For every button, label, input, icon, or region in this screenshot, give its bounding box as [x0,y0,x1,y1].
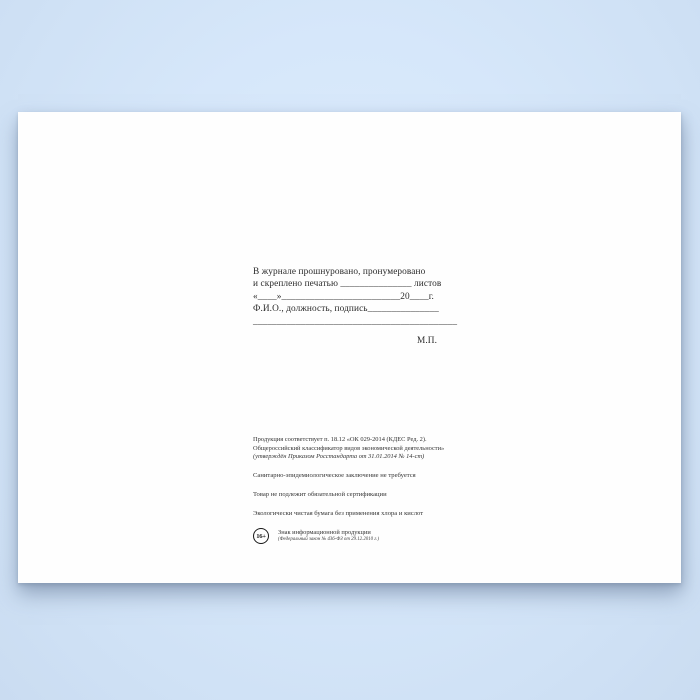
product-conformity-line-1: Продукция соответствует п. 18.12 «ОК 029-2014 (КДЕС Ред. 2). [253,436,427,443]
seal-placeholder: М.П. [416,336,437,347]
product-conformity-line-2: Общероссийский классификатор видов экономической деятельности» [253,444,445,452]
eco-paper-statement: Экологически чистая бумага без применения хлора и кислот [253,510,424,518]
certification-statement: Товар не подлежит обязательной сертификации [253,491,387,499]
info-sign-law: (Федеральный закон № 436-ФЗ от 29.12.2010 г.) [278,536,380,542]
stitch-line-5: ___________________________________________ [253,316,458,327]
stitch-line-2: и скреплено печатью _______________ листов [253,279,442,290]
info-sign-text [278,528,379,543]
age-16plus-icon: 16+ [253,528,269,544]
info-sign-title: Знак информационной продукции [278,529,371,537]
journal-back-page [18,112,681,583]
product-conformity-paragraph [253,436,483,462]
compliance-block [253,436,483,544]
stitch-line-3: «____»_________________________20____г. [253,291,434,302]
stitch-line-1: В журнале прошнуровано, пронумеровано [253,267,426,277]
stitching-certification-block [253,266,458,347]
sanitary-statement: Санитарно-эпидемиологическое заключение не требуется [253,472,416,480]
stitch-line-4: Ф.И.О., должность, подпись_______________ [253,304,439,315]
product-conformity-line-3: (утверждён Приказом Росстандарта от 31.01.2014 № 14-ст) [253,453,425,461]
age-rating-row [253,528,483,544]
